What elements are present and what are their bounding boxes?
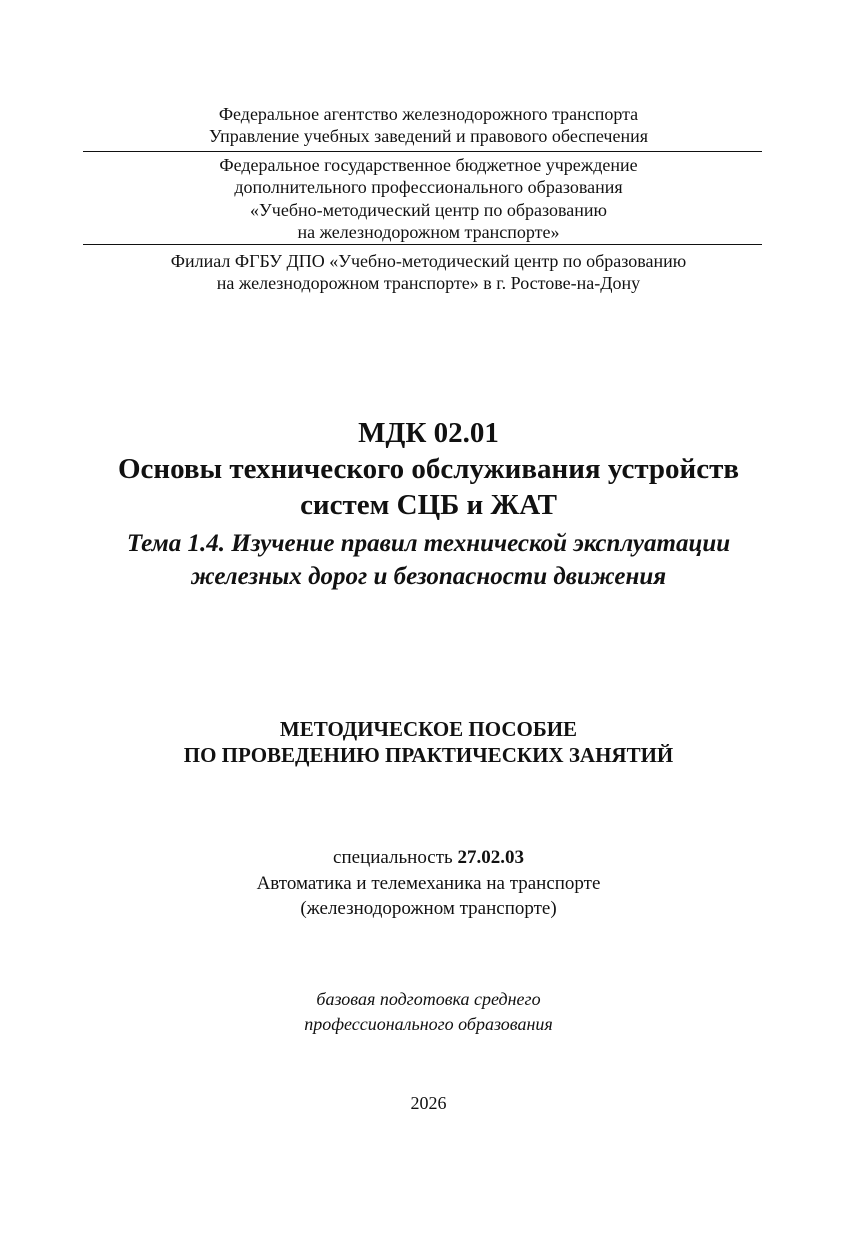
specialty-line — [0, 846, 857, 870]
header-divider-1 — [83, 151, 762, 152]
specialty-name-line-1: Автоматика и телемеханика на транспорте — [256, 873, 601, 894]
course-code: МДК 02.01 — [358, 417, 499, 449]
agency-line-1: Федеральное агентство железнодорожного транспорта — [218, 104, 639, 124]
institution-line-4: на железнодорожном транспорте» — [297, 222, 560, 242]
agency-line-2: Управление учебных заведений и правового обеспечения — [208, 126, 649, 146]
topic-line-2: железных дорог и безопасности движения — [190, 563, 667, 590]
header-divider-2 — [83, 244, 762, 245]
branch-line-1: Филиал ФГБУ ДПО «Учебно-методический центр по образованию — [170, 251, 687, 271]
course-title-line-2: систем СЦБ и ЖАТ — [300, 489, 557, 521]
course-title-line-1: Основы технического обслуживания устройств — [117, 453, 740, 485]
institution-line-2: дополнительного профессионального образования — [234, 177, 623, 197]
document-type-line-1: МЕТОДИЧЕСКОЕ ПОСОБИЕ — [279, 717, 578, 741]
education-level-line-2: профессионального образования — [304, 1014, 553, 1034]
specialty-name-line-2: (железнодорожном транспорте) — [300, 898, 557, 919]
institution-line-1: Федеральное государственное бюджетное учреждение — [219, 155, 638, 175]
specialty-prefix: специальность — [333, 847, 458, 868]
publication-year: 2026 — [410, 1093, 447, 1113]
document-type-line-2: ПО ПРОВЕДЕНИЮ ПРАКТИЧЕСКИХ ЗАНЯТИЙ — [183, 743, 674, 767]
education-level-line-1: базовая подготовка среднего — [316, 989, 541, 1009]
topic-line-1: Тема 1.4. Изучение правил технической эксплуатации — [126, 530, 731, 557]
branch-line-2: на железнодорожном транспорте» в г. Ростове-на-Дону — [216, 273, 641, 293]
specialty-code: 27.02.03 — [457, 847, 524, 868]
institution-line-3: «Учебно-методический центр по образованию — [250, 200, 607, 220]
